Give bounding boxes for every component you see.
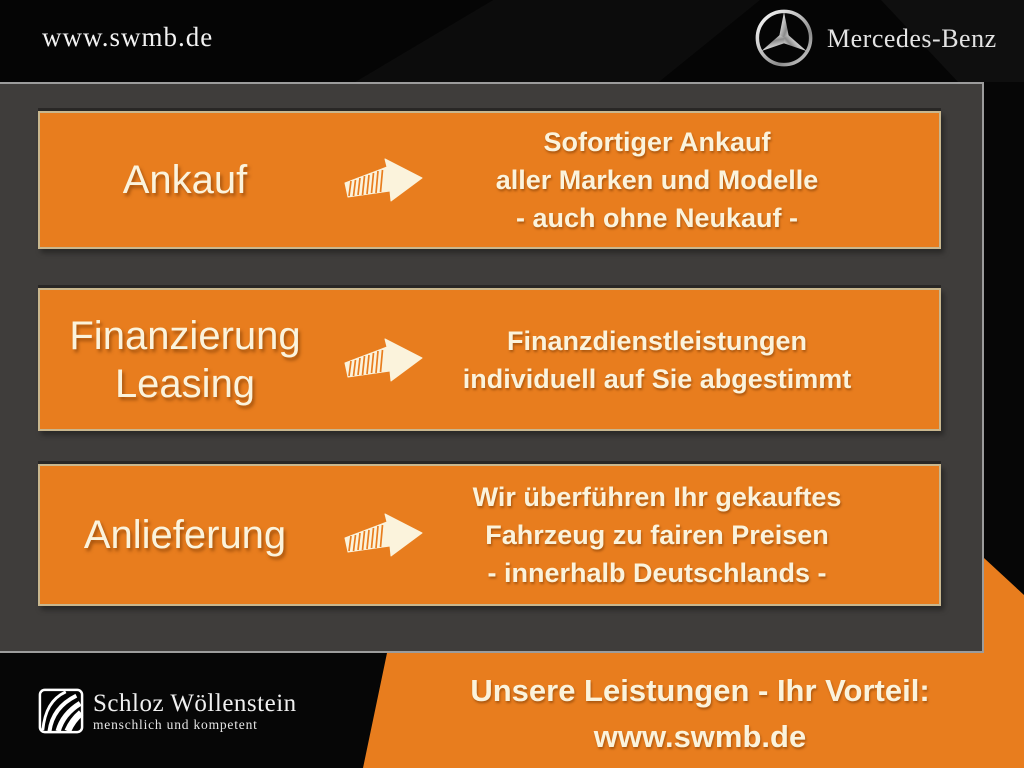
header-bar: [0, 0, 1024, 82]
banner-anlieferung: [38, 464, 941, 606]
banner-finanzierung: [38, 288, 941, 431]
banner-title-line: Leasing: [114, 361, 256, 406]
arrow-box: [330, 336, 435, 384]
dealer-text: [93, 691, 297, 732]
banner-title-line: Anlieferung: [83, 513, 287, 557]
site-url: www.swmb.de: [42, 22, 214, 52]
brand-name: Mercedes-Benz: [827, 24, 997, 53]
sketch-arrow-icon: [341, 511, 425, 559]
mercedes-star-icon: [753, 7, 815, 69]
banner-title: [40, 156, 330, 204]
header-sheen: [300, 0, 760, 82]
banner-text-line: Fahrzeug zu fairen Preisen: [485, 520, 829, 550]
banner-title: [40, 312, 330, 408]
sketch-arrow-icon: [341, 336, 425, 384]
banner-text-line: - innerhalb Deutschlands -: [487, 558, 827, 588]
dealer-logo: [38, 688, 297, 734]
arrow-box: [330, 156, 435, 204]
banner-title-line: Ankauf: [122, 158, 248, 202]
banner-text-line: Sofortiger Ankauf: [543, 127, 771, 157]
banner-text-line: Finanzdienstleistungen: [506, 325, 808, 356]
banner-text-line: aller Marken und Modelle: [495, 165, 819, 195]
dealer-name: Schloz Wöllenstein: [93, 689, 297, 717]
dealer-logo-icon: [38, 688, 84, 734]
footer-claim: [410, 668, 990, 760]
sketch-arrow-icon: [341, 156, 425, 204]
arrow-box: [330, 511, 435, 559]
banner-title-line: Finanzierung: [69, 313, 301, 358]
banner-ankauf: [38, 111, 941, 249]
banner-text: [435, 478, 939, 592]
banner-title: [40, 511, 330, 559]
banner-text-line: individuell auf Sie abgestimmt: [462, 363, 852, 394]
banner-text-line: Wir überführen Ihr gekauftes: [472, 482, 842, 512]
banner-text: [435, 322, 939, 398]
claim-url: www.swmb.de: [593, 719, 807, 754]
dealer-tagline: menschlich und kompetent: [93, 716, 258, 732]
banner-text: [435, 123, 939, 237]
banner-text-line: - auch ohne Neukauf -: [515, 203, 799, 233]
claim-line: Unsere Leistungen - Ihr Vorteil:: [470, 673, 930, 708]
